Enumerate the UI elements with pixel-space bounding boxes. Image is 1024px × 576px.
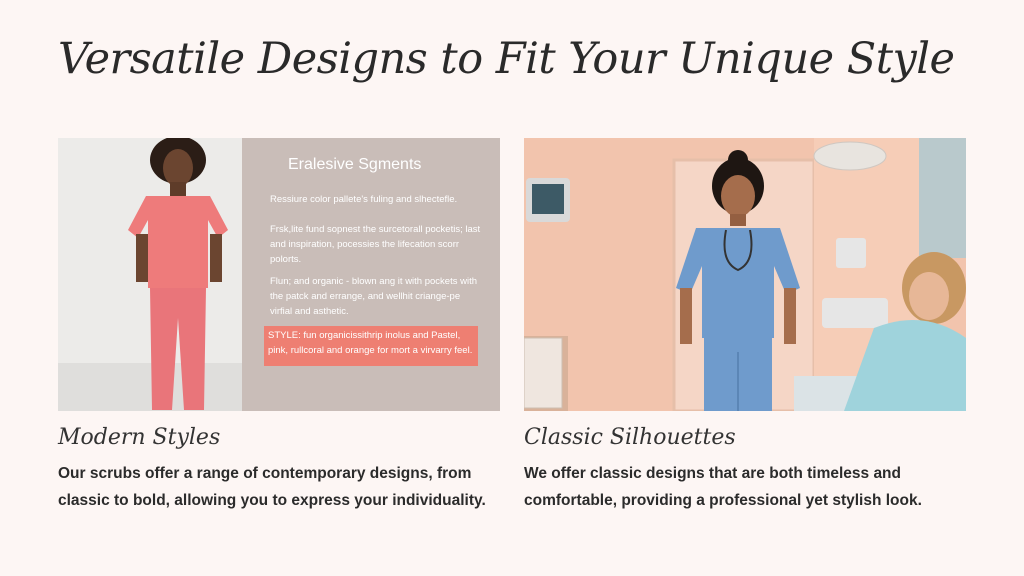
card-classic-silhouettes <box>524 138 966 514</box>
panel-line-1: Ressiure color pallete's fuling and slhectefle. <box>270 194 458 205</box>
classic-silhouettes-image <box>524 138 966 411</box>
card-body: We offer classic designs that are both timeless and comfortable, providing a professional yet stylish look. <box>524 465 922 509</box>
modern-styles-image <box>58 138 500 411</box>
card-modern-styles <box>58 138 500 514</box>
hospital-room-scene <box>524 138 966 411</box>
panel-line-2: Frsk,lite fund sopnest the surcetorall pocketis; last and inspiration, pocessies the lifecation scorr polorts. <box>270 224 481 265</box>
panel-line-3: Flun; and organic - blown ang it with pockets with the patck and errange, and wellhit criange-pe virfial and asthetic. <box>270 276 477 317</box>
text-overlay-panel <box>242 138 500 411</box>
card-heading: Classic Silhouettes <box>524 425 736 450</box>
page-title: Versatile Designs to Fit Your Unique Style <box>58 34 955 84</box>
panel-title: Eralesive Sgments <box>288 156 422 173</box>
card-body: Our scrubs offer a range of contemporary designs, from classic to bold, allowing you to express your individuality. <box>58 465 486 509</box>
panel-style-highlight: STYLE: fun organicissithrip inolus and Pastel, pink, rullcoral and orange for mort a virvarry feel. <box>264 326 478 366</box>
pink-scrubs-model <box>58 138 242 411</box>
card-heading: Modern Styles <box>58 425 221 450</box>
